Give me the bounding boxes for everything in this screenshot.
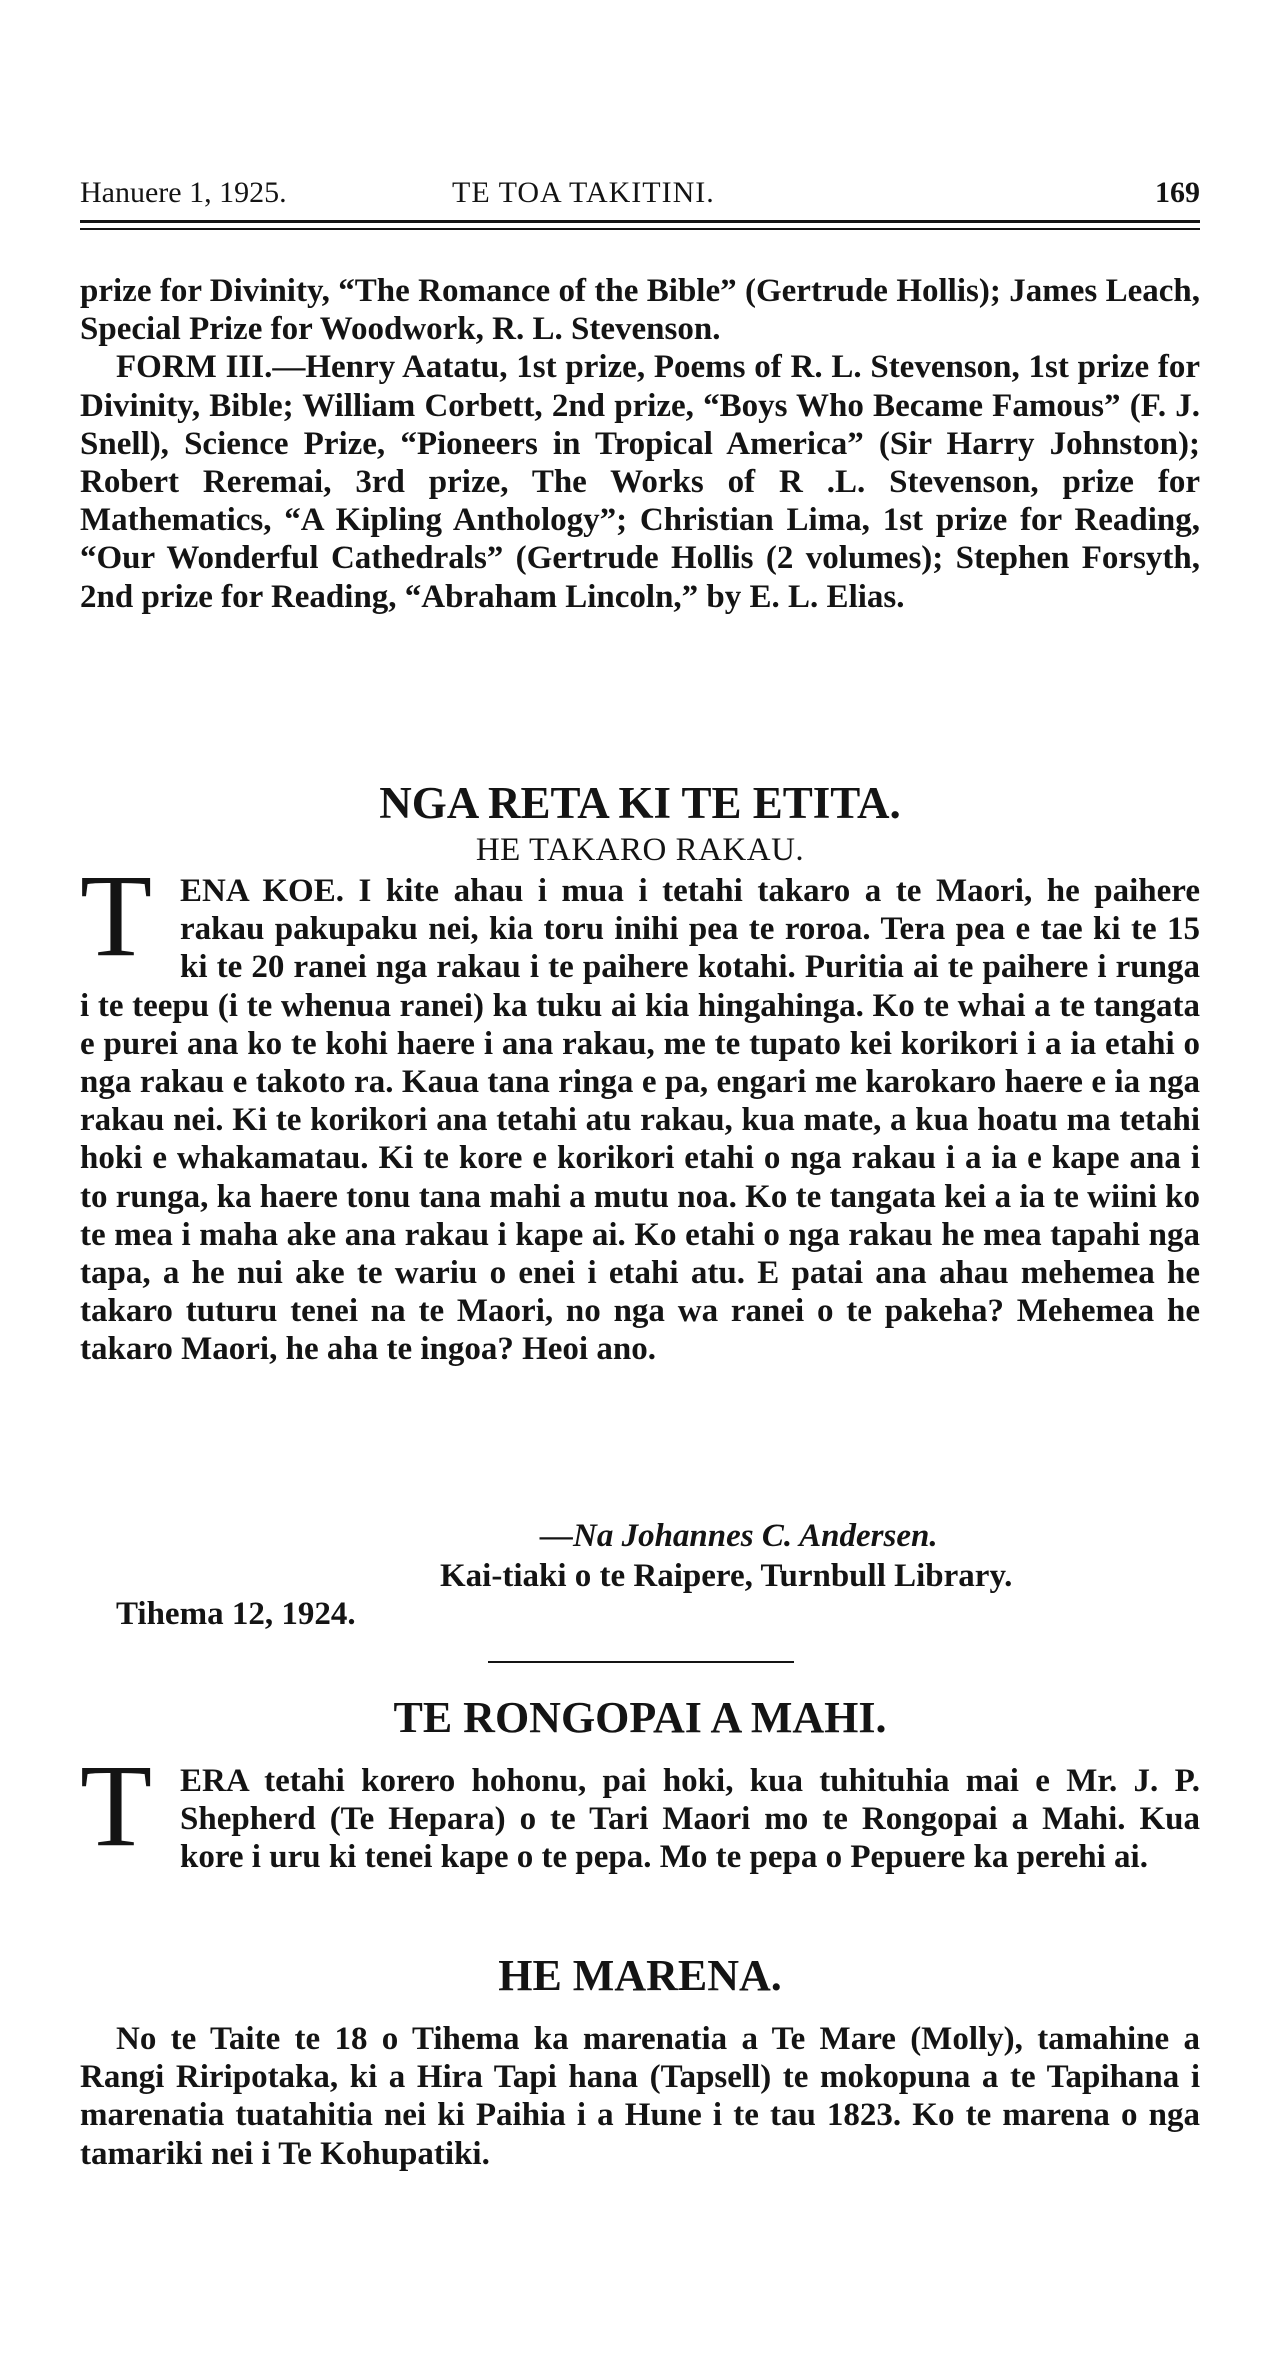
page-number: 169 (1155, 176, 1200, 209)
rongopai-body (80, 1762, 1200, 1877)
letter-drop-cap: T (80, 850, 153, 981)
prize-paragraph-form-three: FORM III.—Henry Aatatu, 1st prize, Poems of R. L. Stevenson, 1st prize for Divinity, Bible; William Corbett, 2nd prize, “Boys Who Became Famous” (F. J. Snell), Science Prize, “Pioneers in Tropical America” (Sir Harry Johnston); Robert Reremai, 3rd prize, The Works of R .L. Stevenson, prize for Mathematics, “A Kipling Anthology”; Christian Lima, 1st prize for Reading, “Our Wonderful Cathedrals” (Gertrude Hollis (2 volumes); Stephen Forsyth, 2nd prize for Reading, “Abraham Lincoln,” by E. L. Elias. (80, 349, 1200, 615)
letters-heading: NGA RETA KI TE ETITA. (379, 778, 901, 828)
running-header (80, 176, 1200, 216)
marena-body-text: No te Taite te 18 o Tihema ka marenatia a Te Mare (Molly), tamahine a Rangi Riripotaka, ki a Hira Tapi hana (Tapsell) te mokopuna a te Tapihana i marenatia tuatahitia nei ki Paihia i a Hune i te tau 1823. Ko te marena o nga tamariki nei i Te Kohupatiki. (80, 2021, 1200, 2172)
letter-signature (540, 1518, 938, 1555)
section-divider (488, 1661, 794, 1663)
rongopai-heading: TE RONGOPAI A MAHI. (393, 1693, 887, 1742)
header-date: Hanuere 1, 1925. (80, 176, 287, 209)
letter-signature-text: —Na Johannes C. Andersen. (540, 1518, 938, 1554)
letter-body (80, 872, 1200, 1369)
letter-author-position: Kai-tiaki o te Raipere, Turnbull Library. (440, 1558, 1013, 1594)
letter-subtitle: HE TAKARO RAKAU. (475, 832, 805, 868)
rongopai-body-text: ERA tetahi korero hohonu, pai hoki, kua tuhituhia mai e Mr. J. P. Shepherd (Te Hepara) o te Tari Maori mo te Rongopai a Mahi. Kua kore i uru ki tenei kape o te pepa. Mo te pepa o Pepuere ka perehi ai. (180, 1763, 1200, 1876)
letter-date: Tihema 12, 1924. (116, 1596, 356, 1632)
prize-list (80, 272, 1200, 616)
header-title: TE TOA TAKITINI. (452, 176, 715, 209)
header-double-rule (80, 220, 1200, 230)
marena-heading: HE MARENA. (498, 1951, 782, 2000)
letter-body-text: ENA KOE. I kite ahau i mua i tetahi takaro a te Maori, he paihere rakau pakupaku nei, kia toru inihi pea te roroa. Tera pea e tae ki te 15 ki te 20 ranei nga rakau i te paihere kotahi. Puritia ai te paihere i runga i te teepu (i te whenua ranei) ka tuku ai kia hingahinga. Ko te whai a te tangata e purei ana ko te kohi haere i ana rakau, me te tupato kei korikori i a ia etahi o nga rakau e takoto ra. Kaua tana ringa e pa, engari me karokaro haere e ia nga rakau nei. Ki te korikori ana tetahi atu rakau, kua mate, a kua hoatu ma tetahi hoki e whakamatau. Ki te kore e korikori etahi o nga rakau i a ia e kape ana i to runga, ka haere tonu tana mahi a mutu noa. Ko te tangata kei a ia te wiini ko te mea i maha ake ana rakau i kape ai. Ko etahi o nga rakau he mea tapahi nga tapa, a he nui ake te wariu o enei i etahi atu. E patai ana ahau mehemea he takaro tuturu tenei na te Maori, no nga wa ranei o te pakeha? Mehemea he takaro Maori, he aha te ingoa? Heoi ano. (80, 873, 1200, 1368)
rongopai-drop-cap: T (80, 1740, 153, 1871)
marena-body (80, 2020, 1200, 2173)
prize-paragraph-1: prize for Divinity, “The Romance of the Bible” (Gertrude Hollis); James Leach, Special Prize for Woodwork, R. L. Stevenson. (80, 273, 1200, 348)
